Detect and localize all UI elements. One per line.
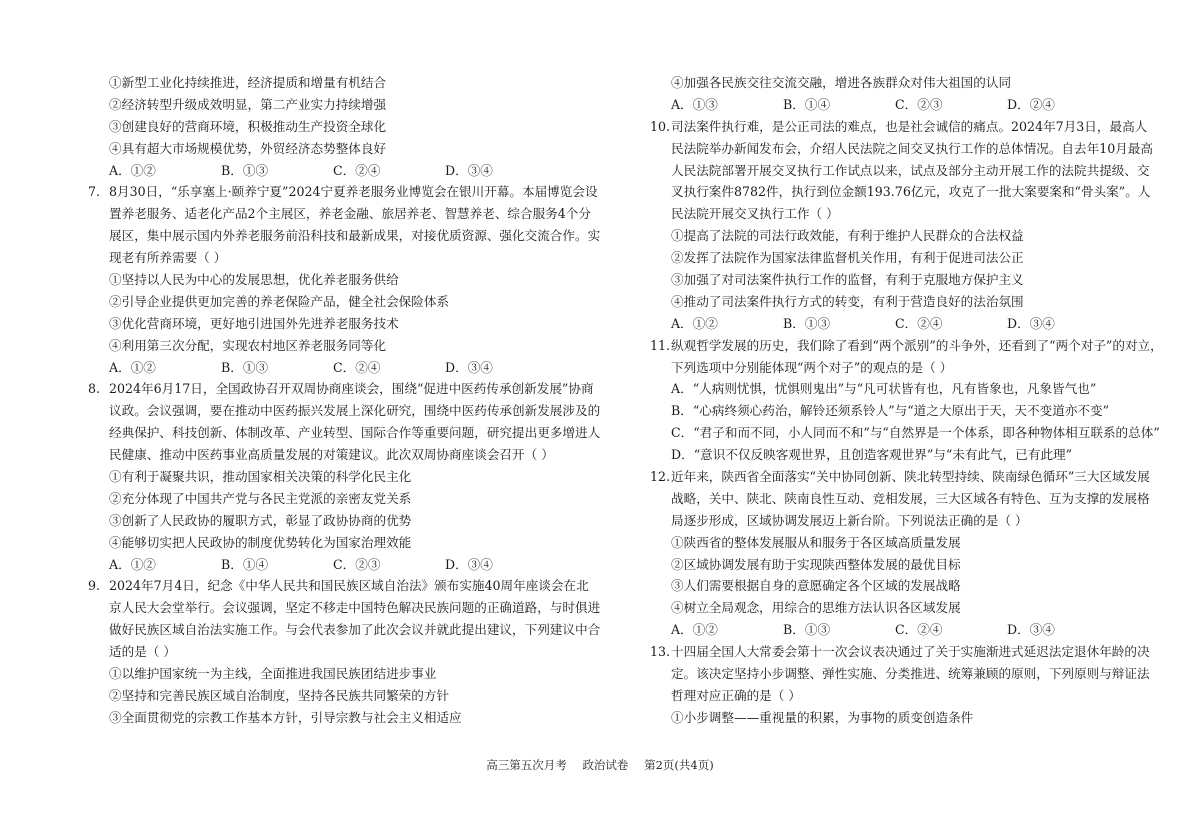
option-item: ③创建良好的营商环境，积极推动生产投资全球化: [109, 118, 387, 134]
question-number: 11.: [650, 337, 671, 353]
option-item: ③优化营商环境，更好地引进国外先进养老服务技术: [109, 315, 399, 331]
answer-choices: [88, 357, 588, 379]
question-stem-line: 9. 2024年7月4日，纪念《中华人民共和国民族区域自治法》颁布实施40周年座谈会在北: [88, 575, 588, 597]
choice-b: B．①③: [221, 162, 269, 178]
question-stem-line: 民健康、推动中医药事业高质量发展的对策建议。此次双周协商座谈会召开（ ）: [109, 447, 554, 463]
question-stem-line: 13. 十四届全国人大常委会第十一次会议表决通过了关于实施渐进式延迟法定退休年龄的决: [650, 641, 1130, 663]
choice-c: C．②④: [895, 315, 943, 331]
choice-c: C．②④: [333, 162, 381, 178]
choice-b: B．①③: [221, 359, 269, 375]
question-stem-line: 展区，集中展示国内外养老服务前沿科技和最新成果，对接优质资源、强化交流合作。实: [109, 228, 601, 244]
footer-page-number: 第2页(共4页): [644, 758, 714, 772]
choice-a: A．①②: [109, 162, 156, 178]
option-item: ②引导企业提供更加完善的养老保险产品，健全社会保险体系: [109, 293, 450, 309]
question-number: 13.: [650, 644, 671, 660]
question-stem-line: 议政。会议强调，要在推动中医药振兴发展上深化研究，围绕中医药传承创新发展涉及的: [109, 403, 601, 419]
option-item: ①坚持以人民为中心的发展思想，优化养老服务供给: [109, 272, 399, 288]
answer-choices: [650, 313, 1130, 335]
answer-choices: [88, 160, 588, 182]
option-item: ③加强了对司法案件执行工作的监督，有利于克服地方保护主义: [671, 272, 1024, 288]
question-stem-line: 10. 司法案件执行难，是公正司法的难点，也是社会诚信的痛点。2024年7月3日，最高人: [650, 116, 1130, 138]
question-stem-line: 适的是（ ）: [109, 644, 176, 660]
question-stem-line: 11. 纵观哲学发展的历史，我们除了看到“两个派别”的斗争外，还看到了“两个对子”的对立，: [650, 335, 1130, 357]
question-number: 9.: [88, 578, 101, 594]
option-item: ①以维护国家统一为主线，全面推进我国民族团结进步事业: [109, 666, 437, 682]
choice-d: D．③④: [445, 556, 493, 572]
question-stem-line: 民法院举办新闻发布会，介绍人民法院之间交叉执行工作的总体情况。自去年10月最高: [671, 140, 1153, 156]
question-stem-line: 现老有所养需要（ ）: [109, 250, 227, 266]
option-item: ①陕西省的整体发展服从和服务于各区域高质量发展: [671, 534, 961, 550]
question-stem-line: 12. 近年来，陕西省全面落实“关中协同创新、陕北转型持续、陕南绿色循环”三大区域发展: [650, 466, 1130, 488]
question-stem-line: 京人民大会堂举行。会议强调，坚定不移走中国特色解决民族问题的正确道路，与时俱进: [109, 600, 601, 616]
option-item: ②发挥了法院作为国家法律监督机关作用，有利于促进司法公正: [671, 250, 1024, 266]
question-number: 12.: [650, 469, 671, 485]
option-item: A．“人病则忧惧，忧惧则鬼出”与“凡可状皆有也，凡有皆象也，凡象皆气也”: [671, 381, 1097, 397]
question-stem-line: 下列选项中分别能体现“两个对子”的观点的是（ ）: [671, 359, 953, 375]
option-item: ②充分体现了中国共产党与各民主党派的亲密友党关系: [109, 490, 412, 506]
question-stem-line: 7. 8月30日，“乐享塞上·颐养宁夏”2024宁夏养老服务业博览会在银川开幕。本届博览会设: [88, 181, 588, 203]
question-number: 7.: [88, 184, 101, 200]
choice-a: A．①②: [109, 359, 156, 375]
question-number: 8.: [88, 381, 101, 397]
option-item: ②区域协调发展有助于实现陕西整体发展的最优目标: [671, 556, 961, 572]
option-item: ④能够切实把人民政协的制度优势转化为国家治理效能: [109, 534, 412, 550]
option-item: ④具有超大市场规模优势，外贸经济态势整体良好: [109, 140, 387, 156]
question-stem-line: 8. 2024年6月17日，全国政协召开双周协商座谈会，围绕“促进中医药传承创新发展”协商: [88, 378, 588, 400]
question-stem-line: 做好民族区域自治法实施工作。与会代表参加了此次会议并就此提出建议，下列建议中合: [109, 622, 601, 638]
option-item: ②经济转型升级成效明显，第二产业实力持续增强: [109, 96, 387, 112]
question-9: [88, 575, 601, 728]
option-item: ④利用第三次分配，实现农村地区养老服务同等化: [109, 337, 387, 353]
footer-subject: 政治试卷: [582, 758, 629, 772]
choice-d: D．③④: [445, 359, 493, 375]
choice-a: A．①②: [671, 315, 718, 331]
option-item: ④加强各民族交往交流交融，增进各族群众对伟大祖国的认同: [671, 75, 1012, 90]
option-item: ①提高了法院的司法行政效能，有利于维护人民群众的合法权益: [671, 228, 1024, 244]
question-stem-line: 叉执行案件8782件，执行到位金额193.76亿元，攻克了一批大案要案和“骨头案”。人: [671, 184, 1151, 200]
option-item: ③创新了人民政协的履职方式，彰显了政协协商的优势: [109, 512, 412, 528]
question-stem-line: 战略，关中、陕北、陕南良性互动、竞相发展，三大区域各有特色、互为支撑的发展格: [671, 490, 1150, 506]
option-item: C．“君子和而不同，小人同而不和”与“自然界是一个体系，即各种物体相互联系的总体”: [671, 425, 1160, 441]
answer-choices: [650, 94, 1130, 116]
question-13: [650, 641, 1150, 729]
choice-a: A．①②: [109, 556, 156, 572]
choice-c: C．②④: [333, 359, 381, 375]
option-item: ③全面贯彻党的宗教工作基本方针，引导宗教与社会主义相适应: [109, 709, 462, 725]
choice-d: D．②④: [1007, 96, 1055, 112]
question-11: [650, 335, 1163, 466]
option-item: ④推动了司法案件执行方式的转变，有利于营造良好的法治氛围: [671, 293, 1024, 309]
choice-c: C．②③: [333, 556, 381, 572]
option-item: ④树立全局观念，用综合的思维方法认识各区域发展: [671, 600, 961, 616]
question-stem-line: 经典保护、科技创新、体制改革、产业转型、国际合作等重要问题，研究提出更多增进人: [109, 425, 601, 441]
question-stem-line: 人民法院部署开展交叉执行工作试点以来，试点及部分主动开展工作的法院共提级、交: [671, 162, 1150, 178]
footer-grade: 高三第五次月考: [486, 758, 567, 772]
choice-b: B．①③: [783, 622, 831, 638]
answer-choices: [88, 554, 588, 576]
choice-c: C．②④: [895, 622, 943, 638]
question-stem-line: 定。该决定坚持小步调整、弹性实施、分类推进、统筹兼顾的原则，下列原则与辩证法: [671, 666, 1150, 682]
question-stem-line: 局逐步形成，区域协调发展迈上新台阶。下列说法正确的是（ ）: [671, 512, 1028, 528]
question-stem-line: 置养老服务、适老化产品2个主展区，养老金融、旅居养老、智慧养老、综合服务4个分: [109, 206, 591, 222]
question-7: [88, 181, 601, 378]
option-item: B．“心病终须心药治，解铃还须系铃人”与“道之大原出于天，天不变道亦不变”: [671, 403, 1110, 419]
question-stem-line: 哲理对应正确的是（ ）: [671, 687, 801, 703]
option-item: D．“意识不仅反映客观世界，且创造客观世界”与“未有此气，已有此理”: [671, 447, 1073, 463]
choice-d: D．③④: [1007, 622, 1055, 638]
choice-b: B．①④: [221, 556, 269, 572]
choice-a: A．①③: [671, 96, 718, 112]
option-item: ③人们需要根据自身的意愿确定各个区域的发展战略: [671, 578, 961, 594]
right-column: [650, 72, 1163, 729]
choice-d: D．③④: [445, 162, 493, 178]
page-footer: [0, 757, 1200, 773]
choice-b: B．①③: [783, 315, 831, 331]
option-item: ①新型工业化持续推进，经济提质和增量有机结合: [109, 75, 387, 90]
choice-a: A．①②: [671, 622, 718, 638]
question-stem-line: 民法院开展交叉执行工作（ ）: [671, 206, 839, 222]
question-number: 10.: [650, 118, 671, 134]
option-item: ②坚持和完善民族区域自治制度，坚持各民族共同繁荣的方针: [109, 687, 450, 703]
question-10: [650, 116, 1153, 335]
left-column: [88, 72, 601, 729]
choice-c: C．②③: [895, 96, 943, 112]
choice-d: D．③④: [1007, 315, 1055, 331]
question-12: [650, 466, 1150, 641]
option-item: ①有利于凝聚共识，推动国家相关决策的科学化民主化: [109, 469, 412, 485]
question-8: [88, 378, 601, 575]
answer-choices: [650, 619, 1130, 641]
option-item: ①小步调整——重视量的积累，为事物的质变创造条件: [671, 709, 974, 725]
choice-b: B．①④: [783, 96, 831, 112]
